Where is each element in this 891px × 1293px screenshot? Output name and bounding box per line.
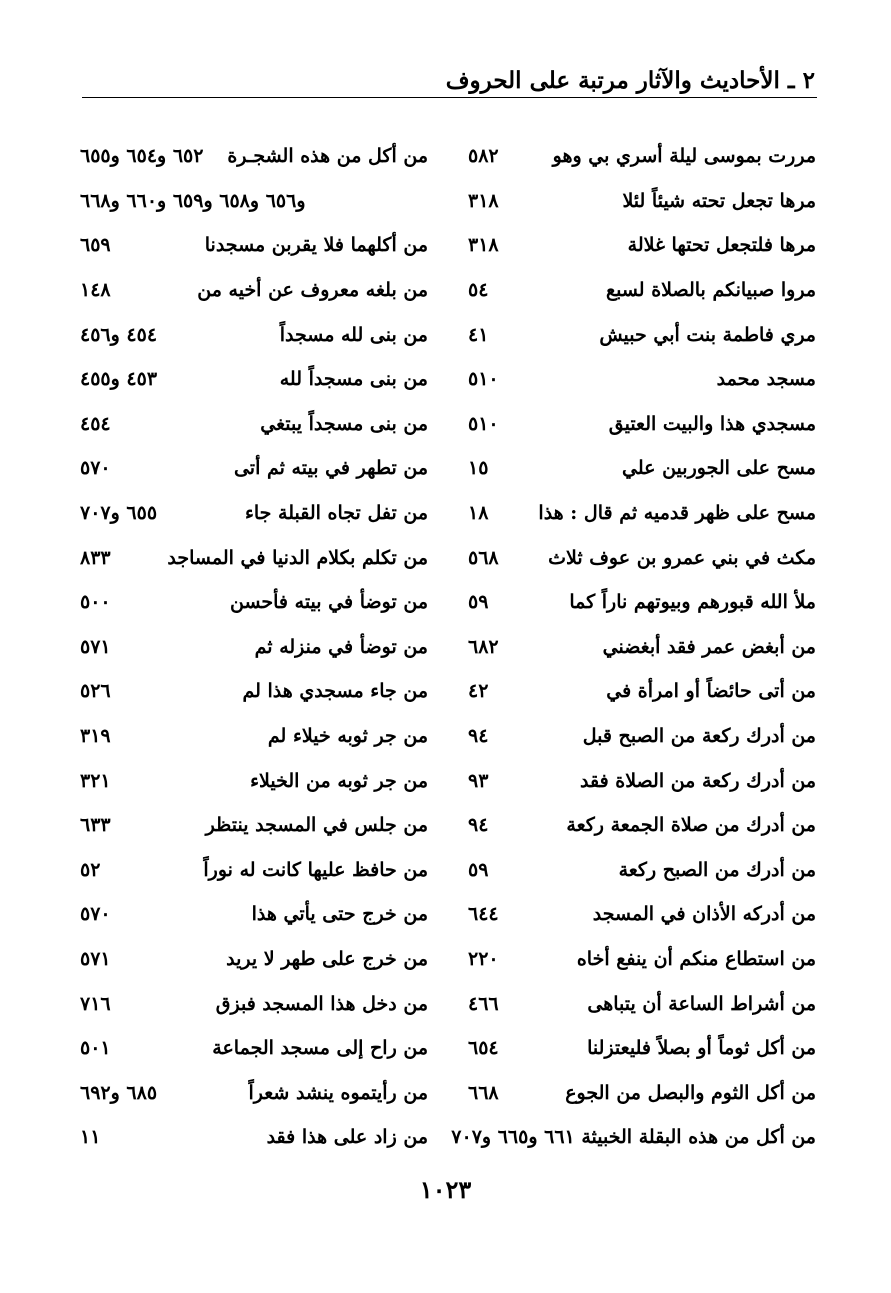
entry-page-refs: ٦٨٢ bbox=[468, 635, 499, 658]
entry-page-refs: ٣٢١ bbox=[80, 769, 111, 792]
index-entry bbox=[80, 580, 428, 625]
entry-text: من جر ثوبه خيلاء لم bbox=[267, 725, 428, 748]
header-divider bbox=[82, 97, 817, 98]
entry-page-refs: ٤١ bbox=[468, 323, 489, 346]
entry-page-refs: ٦٦٨ bbox=[468, 1081, 499, 1104]
index-entry bbox=[468, 669, 816, 714]
entry-page-refs: ٥٠٠ bbox=[80, 591, 111, 614]
index-entry bbox=[468, 625, 816, 670]
entry-page-refs: ٨٣٣ bbox=[80, 546, 111, 569]
index-entry bbox=[80, 714, 428, 759]
index-entry bbox=[80, 179, 428, 224]
index-entry bbox=[80, 803, 428, 848]
index-entry bbox=[468, 714, 816, 759]
entry-text: من جر ثوبه من الخيلاء bbox=[250, 769, 428, 792]
index-entry bbox=[468, 268, 816, 313]
entry-text: من بنى مسجداً يبتغي bbox=[260, 412, 428, 435]
index-entry bbox=[468, 223, 816, 268]
entry-text: من بنى مسجداً لله bbox=[279, 368, 428, 391]
entry-text: من دخل هذا المسجد فبزق bbox=[215, 992, 428, 1015]
entry-text: مكث في بني عمرو بن عوف ثلاث bbox=[548, 546, 816, 569]
index-entry bbox=[80, 1115, 428, 1160]
entry-page-refs: ٤٥٤ و٤٥٦ bbox=[80, 323, 158, 346]
entry-text: من تفل تجاه القبلة جاء bbox=[244, 502, 428, 525]
entry-text: من خرج حتى يأتي هذا bbox=[251, 903, 428, 926]
entry-page-refs: ٩٤ bbox=[468, 814, 489, 837]
index-entry bbox=[80, 223, 428, 268]
page-number: ١٠٢٣ bbox=[419, 1175, 472, 1204]
entry-page-refs: ٥٢ bbox=[80, 858, 101, 881]
entry-page-refs: ٥٦٨ bbox=[468, 546, 499, 569]
index-entry bbox=[468, 758, 816, 803]
index-entry bbox=[80, 402, 428, 447]
entry-page-refs: ١٥ bbox=[468, 457, 489, 480]
index-entry bbox=[80, 535, 428, 580]
index-entry bbox=[80, 357, 428, 402]
entry-page-refs: ٦٥٩ bbox=[80, 234, 111, 257]
running-header: ٢ ـ الأحاديث والآثار مرتبة على الحروف bbox=[445, 67, 815, 94]
entry-text: مرها فلتجعل تحتها غلالة bbox=[627, 234, 816, 257]
entry-page-refs: ٥٠١ bbox=[80, 1037, 111, 1060]
entry-text: مرها تجعل تحته شيئاً لئلا bbox=[622, 189, 816, 212]
index-entry bbox=[80, 1070, 428, 1115]
entry-page-refs: ٣١٨ bbox=[468, 189, 499, 212]
entry-text: مروا صبيانكم بالصلاة لسبع bbox=[606, 279, 816, 302]
entry-page-refs: ٢٢٠ bbox=[468, 947, 499, 970]
index-entry bbox=[80, 758, 428, 803]
entry-text: من أكل الثوم والبصل من الجوع bbox=[565, 1081, 816, 1104]
entry-text: من رأيتموه ينشد شعراً bbox=[248, 1081, 428, 1104]
entry-text: مسح على ظهر قدميه ثم قال : هذا bbox=[538, 502, 816, 525]
entry-text: من أدرك ركعة من الصلاة فقد bbox=[579, 769, 816, 792]
index-column-left bbox=[80, 134, 428, 1160]
entry-page-refs: ٩٤ bbox=[468, 725, 489, 748]
index-entry bbox=[468, 402, 816, 447]
entry-text: من أدرك ركعة من الصبح قبل bbox=[582, 725, 816, 748]
entry-page-refs: ٤٥٣ و٤٥٥ bbox=[80, 368, 158, 391]
entry-text: من بلغه معروف عن أخيه من bbox=[197, 279, 428, 302]
entry-text: من أدرك من الصبح ركعة bbox=[618, 858, 816, 881]
index-entry bbox=[468, 580, 816, 625]
entry-text: من توضأ في منزله ثم bbox=[254, 635, 428, 658]
index-entry bbox=[80, 491, 428, 536]
entry-page-refs: ٥١٠ bbox=[468, 412, 499, 435]
entry-page-refs: ٥١٠ bbox=[468, 368, 499, 391]
entry-text: من حافظ عليها كانت له نوراً bbox=[203, 858, 428, 881]
entry-text: من تطهر في بيته ثم أتى bbox=[233, 457, 428, 480]
entry-page-refs: ١١ bbox=[80, 1126, 101, 1149]
entry-text: من راح إلى مسجد الجماعة bbox=[212, 1037, 428, 1060]
index-entry bbox=[80, 669, 428, 714]
index-entry bbox=[468, 357, 816, 402]
entry-page-refs: ٥٧٠ bbox=[80, 903, 111, 926]
entry-text: ملأ الله قبورهم وبيوتهم ناراً كما bbox=[569, 591, 816, 614]
index-entry bbox=[80, 892, 428, 937]
index-entry bbox=[80, 268, 428, 313]
entry-page-refs: ٣١٩ bbox=[80, 725, 111, 748]
entry-text: من أتى حائضاً أو امرأة في bbox=[606, 680, 816, 703]
entry-page-refs: ٥٧١ bbox=[80, 947, 111, 970]
entry-text: مررت بموسى ليلة أسري بي وهو bbox=[552, 145, 816, 168]
entry-page-refs: ٦٥٤ bbox=[468, 1037, 499, 1060]
index-entry bbox=[451, 1115, 816, 1160]
entry-page-refs: ٦٣٣ bbox=[80, 814, 111, 837]
entry-page-refs: ٥٩ bbox=[468, 591, 489, 614]
index-entry bbox=[468, 937, 816, 982]
entry-page-refs: ٥٤ bbox=[468, 279, 489, 302]
entry-text: من استطاع منكم أن ينفع أخاه bbox=[576, 947, 816, 970]
index-entry bbox=[468, 803, 816, 848]
entry-page-refs: ٥٩ bbox=[468, 858, 489, 881]
index-entry bbox=[468, 134, 816, 179]
entry-text: من خرج على طهر لا يريد bbox=[226, 947, 428, 970]
index-entry bbox=[80, 134, 428, 179]
entry-page-refs: ٦٥٢ و٦٥٤ و٦٥٥ bbox=[80, 145, 204, 168]
index-entry bbox=[468, 179, 816, 224]
index-entry bbox=[468, 491, 816, 536]
entry-text: من أكل ثوماً أو بصلاً فليعتزلنا bbox=[587, 1037, 816, 1060]
index-entry bbox=[80, 848, 428, 893]
index-entry bbox=[468, 446, 816, 491]
index-entry bbox=[80, 625, 428, 670]
index-entry bbox=[468, 981, 816, 1026]
entry-page-refs: ٤٢ bbox=[468, 680, 489, 703]
entry-page-refs: ٥٢٦ bbox=[80, 680, 111, 703]
entry-text: من زاد على هذا فقد bbox=[266, 1126, 428, 1149]
entry-text: مسجدي هذا والبيت العتيق bbox=[608, 412, 816, 435]
entry-text: من تكلم بكلام الدنيا في المساجد bbox=[167, 546, 428, 569]
entry-page-refs: ٣١٨ bbox=[468, 234, 499, 257]
entry-text: من بنى لله مسجداً bbox=[279, 323, 428, 346]
entry-text: من أكل من هذه الشجـرة bbox=[227, 145, 428, 168]
entry-page-refs: ٦٨٥ و٦٩٢ bbox=[80, 1081, 158, 1104]
index-entry bbox=[80, 981, 428, 1026]
entry-page-refs: و٦٥٦ و٦٥٨ و٦٥٩ و٦٦٠ و٦٦٨ bbox=[80, 189, 306, 212]
entry-text: مسح على الجوربين علي bbox=[622, 457, 816, 480]
index-entry bbox=[468, 848, 816, 893]
index-entry bbox=[80, 1026, 428, 1071]
entry-page-refs: ١٨ bbox=[468, 502, 489, 525]
entry-text: من أكل من هذه البقلة الخبيثة ٦٦١ و٦٦٥ و٧٠٧ bbox=[451, 1126, 816, 1149]
index-entry bbox=[468, 1026, 816, 1071]
index-entry bbox=[80, 446, 428, 491]
index-entry bbox=[80, 312, 428, 357]
index-entry bbox=[468, 312, 816, 357]
entry-page-refs: ٩٣ bbox=[468, 769, 489, 792]
entry-text: من جلس في المسجد ينتظر bbox=[205, 814, 428, 837]
entry-page-refs: ١٤٨ bbox=[80, 279, 111, 302]
entry-text: من أدركه الأذان في المسجد bbox=[592, 903, 816, 926]
index-entry bbox=[468, 1070, 816, 1115]
entry-page-refs: ٥٨٢ bbox=[468, 145, 499, 168]
entry-text: مسجد محمد bbox=[716, 368, 816, 391]
entry-text: من توضأ في بيته فأحسن bbox=[229, 591, 428, 614]
index-entry bbox=[80, 937, 428, 982]
entry-text: مري فاطمة بنت أبي حبيش bbox=[599, 323, 816, 346]
entry-text: من أشراط الساعة أن يتباهى bbox=[587, 992, 816, 1015]
index-column-right bbox=[451, 134, 816, 1160]
entry-text: من أدرك من صلاة الجمعة ركعة bbox=[566, 814, 816, 837]
index-entry bbox=[468, 892, 816, 937]
entry-text: من أكلهما فلا يقربن مسجدنا bbox=[204, 234, 428, 257]
index-entry bbox=[468, 535, 816, 580]
entry-page-refs: ٤٥٤ bbox=[80, 412, 111, 435]
entry-text: من جاء مسجدي هذا لم bbox=[242, 680, 428, 703]
entry-page-refs: ٤٦٦ bbox=[468, 992, 499, 1015]
entry-page-refs: ٥٧٠ bbox=[80, 457, 111, 480]
entry-page-refs: ٦٥٥ و٧٠٧ bbox=[80, 502, 158, 525]
entry-text: من أبغض عمر فقد أبغضني bbox=[602, 635, 816, 658]
entry-page-refs: ٥٧١ bbox=[80, 635, 111, 658]
entry-page-refs: ٧١٦ bbox=[80, 992, 111, 1015]
entry-page-refs: ٦٤٤ bbox=[468, 903, 499, 926]
